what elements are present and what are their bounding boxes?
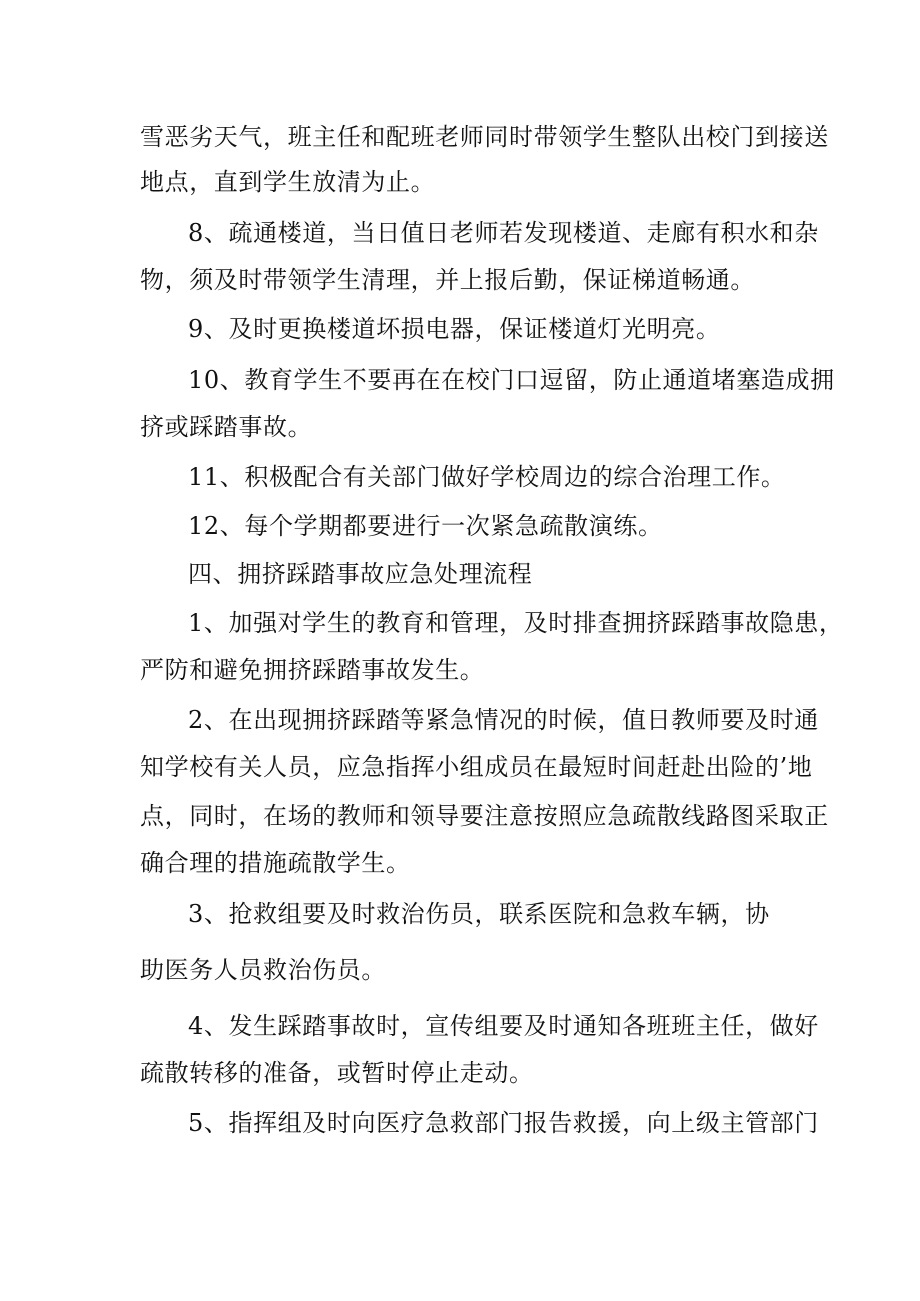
text-line: 疏散转移的准备，或暂时停止走动。 — [140, 1059, 534, 1087]
text-line: 物，须及时带领学生清理，并上报后勤，保证梯道畅通。 — [140, 266, 755, 294]
text-line: 确合理的措施疏散学生。 — [140, 849, 411, 877]
text-line: 严防和避免拥挤踩踏事故发生。 — [140, 656, 485, 684]
text-line: 点，同时，在场的教师和领导要注意按照应急疏散线路图采取正 — [140, 802, 829, 830]
text-line: 知学校有关人员，应急指挥小组成员在最短时间赶赴出险的’地 — [140, 753, 813, 781]
text-line: 11、积极配合有关部门做好学校周边的综合治理工作。 — [188, 463, 786, 491]
text-line: 9、及时更换楼道坏损电器，保证楼道灯光明亮。 — [188, 315, 721, 343]
text-line: 2、在出现拥挤踩踏等紧急情况的时候，值日教师要及时通 — [188, 706, 819, 734]
text-line: 3、抢救组要及时救治伤员，联系医院和急救车辆，协 — [188, 900, 770, 928]
text-line: 雪恶劣天气，班主任和配班老师同时带领学生整队出校门到接送 — [140, 123, 829, 151]
text-line: 挤或踩踏事故。 — [140, 413, 313, 441]
section-heading: 四、拥挤踩踏事故应急处理流程 — [188, 560, 533, 588]
text-line: 12、每个学期都要进行一次紧急疏散演练。 — [188, 512, 663, 540]
text-line: 1、加强对学生的教育和管理，及时排查拥挤踩踏事故隐患， — [188, 609, 844, 637]
text-line: 地点，直到学生放清为止。 — [140, 168, 436, 196]
text-line: 4、发生踩踏事故时，宣传组要及时通知各班班主任，做好 — [188, 1012, 819, 1040]
text-line: 助医务人员救治伤员。 — [140, 956, 386, 984]
text-line: 5、指挥组及时向医疗急救部门报告救援，向上级主管部门 — [188, 1109, 819, 1137]
text-line: 10、教育学生不要再在在校门口逗留，防止通道堵塞造成拥 — [188, 366, 835, 394]
text-line: 8、疏通楼道，当日值日老师若发现楼道、走廊有积水和杂 — [188, 219, 819, 247]
